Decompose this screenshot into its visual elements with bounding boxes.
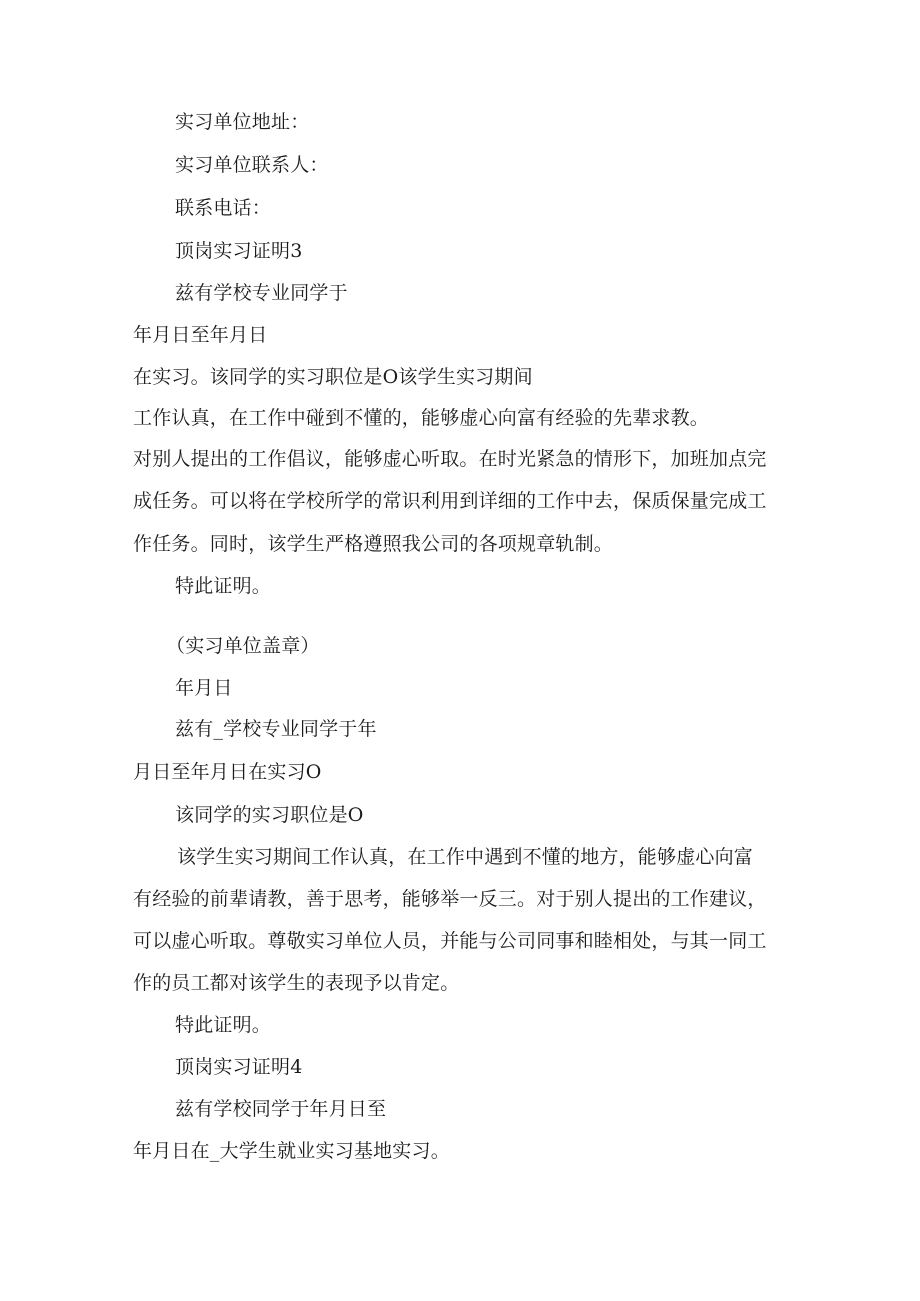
paragraph-line: 月日至年月日在实习O	[133, 761, 322, 783]
paragraph-line: 工作认真，在工作中碰到不懂的，能够虚心向富有经验的先辈求教。	[133, 407, 710, 429]
paragraph-line: 在实习。该同学的实习职位是O该学生实习期间	[133, 366, 533, 388]
paragraph-line: 兹有学校专业同学于	[175, 282, 348, 304]
paragraph-line: 作的员工都对该学生的表现予以肯定。	[133, 972, 460, 994]
paragraph-line: 兹有_学校专业同学于年	[175, 718, 377, 740]
closing-text: 特此证明。	[175, 575, 272, 597]
date-line: 年月日	[175, 677, 233, 699]
paragraph-line: 兹有学校同学于年月日至	[175, 1098, 387, 1120]
text-line-internship-address: 实习单位地址：	[175, 111, 310, 133]
seal-label: （实习单位盖章）	[166, 635, 320, 657]
text-line-internship-contact: 实习单位联系人：	[175, 154, 329, 176]
paragraph-line: 作任务。同时，该学生严格遵照我公司的各项规章轨制。	[133, 533, 614, 555]
paragraph-line: 该同学的实习职位是O	[175, 804, 364, 826]
paragraph-line: 年月日至年月日	[133, 324, 268, 346]
closing-text: 特此证明。	[175, 1014, 272, 1036]
paragraph-line: 年月日在_大学生就业实习基地实习。	[133, 1140, 450, 1162]
text-line-phone: 联系电话：	[175, 197, 272, 219]
paragraph-line: 该学生实习期间工作认真，在工作中遇到不懂的地方，能够虚心向富	[177, 846, 754, 868]
paragraph-line: 可以虚心听取。尊敬实习单位人员，并能与公司同事和睦相处，与其一同工	[133, 930, 767, 952]
paragraph-line: 成任务。可以将在学校所学的常识利用到详细的工作中去，保质保量完成工	[133, 490, 767, 512]
section-heading-certificate-3: 顶岗实习证明3	[175, 240, 303, 262]
section-heading-certificate-4: 顶岗实习证明4	[175, 1056, 303, 1078]
paragraph-line: 对别人提出的工作倡议，能够虚心听取。在时光紧急的情形下，加班加点完	[133, 448, 767, 470]
paragraph-line: 有经验的前辈请教，善于思考，能够举一反三。对于别人提出的工作建议，	[133, 888, 767, 910]
